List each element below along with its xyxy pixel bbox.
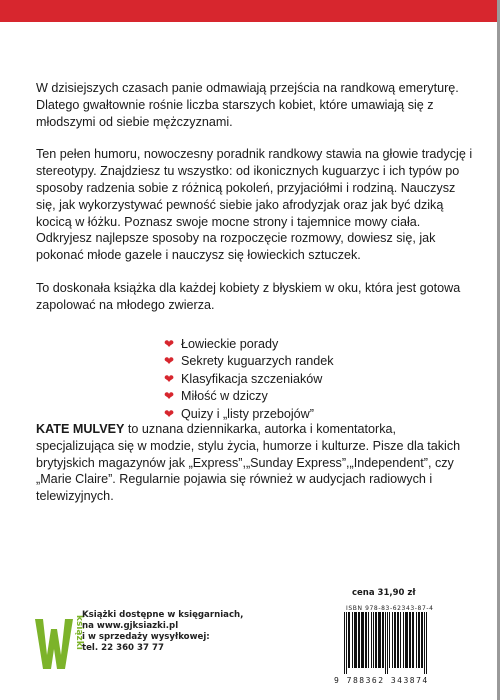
barcode-bar [387, 612, 388, 674]
barcode-digits: 9 788362 343874 [334, 676, 429, 685]
barcode-bar [412, 612, 414, 668]
barcode-bar [373, 612, 374, 668]
barcode-bar [375, 612, 377, 668]
description-paragraph-1: W dzisiejszych czasach panie odmawiają przejścia na randkową emeryturę. Dlatego gwałtownie rośnie liczba starszych kobiet, które umawiają się z młodszymi od siebie mężczyznami. [36, 81, 459, 129]
list-item-label: Łowieckie porady [181, 336, 279, 351]
barcode-bar [344, 612, 345, 674]
barcode-bar [418, 612, 420, 668]
heart-icon: ❤ [164, 406, 175, 421]
description-paragraph-3: To doskonała książka dla każdej kobiety z błyskiem w oku, która jest gotowa zapolować na młodego zwierza. [36, 280, 461, 312]
barcode-bar [409, 612, 411, 668]
barcode-bar [346, 612, 347, 674]
list-item [164, 336, 474, 354]
barcode-bar [348, 612, 350, 668]
list-item [164, 388, 474, 406]
barcode-bar [416, 612, 417, 668]
publisher-logo [33, 605, 84, 677]
barcode-bar [424, 612, 425, 674]
list-item [164, 371, 474, 389]
publisher-line: na www.gjksiazki.pl [82, 621, 179, 631]
barcode-bar [358, 612, 360, 668]
barcode-bar [394, 612, 396, 668]
barcode-bar [389, 612, 390, 668]
heart-icon: ❤ [164, 371, 175, 386]
barcode-bar [426, 612, 427, 674]
publisher-logo-text: książki [74, 615, 84, 650]
top-red-band [0, 0, 500, 22]
barcode-bar [403, 612, 404, 668]
barcode-bar [385, 612, 386, 674]
barcode-bar [368, 612, 369, 668]
list-item [164, 353, 474, 371]
list-item-label: Klasyfikacja szczeniaków [181, 371, 323, 386]
author-bio [36, 421, 476, 505]
publisher-line: Książki dostępne w księgarniach, [82, 610, 244, 620]
heart-icon: ❤ [164, 389, 175, 404]
barcode-bar [352, 612, 353, 668]
description-block [36, 80, 474, 423]
author-bio-text: to uznana dziennikarka, autorka i komentatorka, specjalizująca się w modzie, stylu życia, humorze i kulturze. Pisze dla takich brytyjskich magazynów jak „Express”,„Sunday Express”,„Independent”, czy „Marie Claire”. Regularnie pojawia się również w audycjach radiowych i telewizyjnych. [36, 422, 461, 504]
barcode-bar [382, 612, 384, 668]
list-item-label: Sekrety kuguarzych randek [181, 354, 334, 369]
publisher-phone: tel. 22 360 37 77 [82, 643, 164, 653]
barcode-bar [397, 612, 399, 668]
price-label: cena 31,90 zł [352, 588, 416, 598]
publisher-line: i w sprzedaży wysyłkowej: [82, 632, 210, 642]
barcode-bar [378, 612, 381, 668]
list-item-label: Miłość w dziczy [181, 389, 268, 404]
barcode-bar [365, 612, 367, 668]
list-item-label: Quizy i „listy przebojów” [181, 406, 314, 421]
barcode-bar [371, 612, 372, 668]
author-name: KATE MULVEY [36, 422, 125, 436]
publisher-logo-mark [33, 605, 84, 677]
barcode-bar [405, 612, 408, 668]
heart-icon: ❤ [164, 336, 175, 351]
barcode-bar [361, 612, 364, 668]
isbn-label: ISBN 978-83-62343-87-4 [346, 605, 434, 612]
barcode-bar [392, 612, 393, 668]
barcode-bar [421, 612, 423, 668]
feature-list [164, 336, 474, 424]
publisher-info [82, 610, 243, 654]
barcode-bar [400, 612, 401, 668]
barcode-bars [334, 612, 484, 674]
description-paragraph-2: Ten pełen humoru, nowoczesny poradnik randkowy stawia na głowie tradycję i stereotypy. Znajdziesz tu wszystko: od ikonicznych kuguarzyc i ich typów po sposoby radzenia sobie z różnicą pokoleń, przyjaciółmi i rodziną. Nauczysz się, jak wykorzystywać pewność siebie jako afrodyzjak oraz jak być dziką kocicą w łóżku. Poznasz swoje mocne strony i tajemnice mowy ciała. Odkryjesz najlepsze sposoby na rozpoczęcie rozmowy, dowiesz się, jak pokonać młode gazele i nauczysz się łowieckich sztuczek. [36, 147, 473, 263]
barcode [334, 612, 484, 684]
barcode-bar [354, 612, 357, 668]
heart-icon: ❤ [164, 354, 175, 369]
